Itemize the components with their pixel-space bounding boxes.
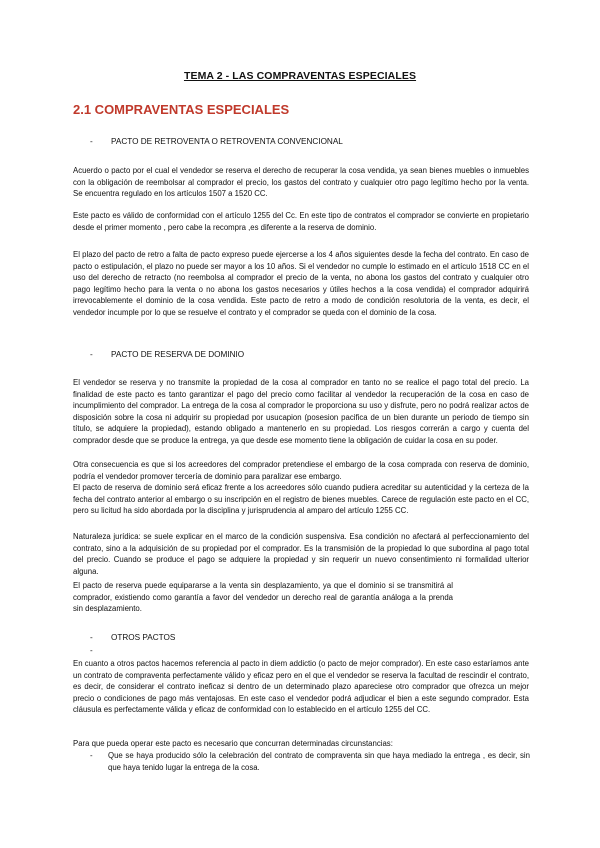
retroventa-heading-text: PACTO DE RETROVENTA O RETROVENTA CONVENCIONAL xyxy=(111,137,343,146)
reserva-heading-text: PACTO DE RESERVA DE DOMINIO xyxy=(111,350,245,359)
bullet-dash: - xyxy=(90,646,93,655)
bullet-dash: - xyxy=(90,350,93,359)
retroventa-paragraph-2: Este pacto es válido de conformidad con el artículo 1255 del Cc. En este tipo de contratos el comprador se convierte en propietario desde el primer momento , pero cabe la recompra ,es diferente a la reserva de dominio. xyxy=(73,211,529,232)
bullet-dash: - xyxy=(90,633,93,642)
retroventa-paragraph-1: Acuerdo o pacto por el cual el vendedor se reserva el derecho de recuperar la cosa vendida, ya sean bienes muebles o inmuebles con la obligación de reembolsar al comprador el precio, los gastos del contrato y cualquier otro pago legítimo hecho por la venta. Se encuentra regulado en los artículos 1507 a 1520 CC. xyxy=(73,166,529,199)
reserva-paragraph-4: Naturaleza jurídica: se suele explicar en el marco de la condición suspensiva. Esa condición no afectará al perfeccionamiento del contrato, sino a la adquisición de su propiedad por el comprador. Es la transmisión de la propiedad lo que subordina al pago total del precio. Cuando se produce el pago se adquiere la propiedad y sin requerir un nuevo consentimiento ni formalidad ulterior alguna. xyxy=(73,532,529,576)
list-item-text: Que se haya producido sólo la celebración del contrato de compraventa sin que haya mediado la entrega , es decir, sin que haya tenido lugar la entrega de la cosa. xyxy=(108,751,530,772)
section-heading: 2.1 COMPRAVENTAS ESPECIALES xyxy=(73,102,290,117)
bullet-dash: - xyxy=(90,137,93,146)
reserva-paragraph-2: Otra consecuencia es que si los acreedores del comprador pretendiese el embargo de la cosa comprada con reserva de dominio, podría el vendedor promover tercería de dominio para paralizar ese embargo. xyxy=(73,460,529,481)
document-title: TEMA 2 - LAS COMPRAVENTAS ESPECIALES xyxy=(183,70,417,82)
reserva-paragraph-5: El pacto de reserva puede equipararse a la venta sin desplazamiento, ya que el dominio si se transmitirá al comprador, existiendo como garantía a favor del vendedor un derecho real de garantía análoga a la prenda sin desplazamiento. xyxy=(73,581,453,614)
bullet-dash: - xyxy=(90,751,93,760)
otros-paragraph-1: En cuanto a otros pactos hacemos referencia al pacto in diem addictio (o pacto de mejor comprador). En este caso estaríamos ante un contrato de compraventa perfectamente válido y eficaz pero en el que el vendedor se reserva la facultad de rescindir el contrato, es decir, de considerar el contrato ineficaz si dentro de un determinado plazo apareciese otro comprador que ofrezca un mejor precio o condiciones de pago más ventajosas. En este caso el vendedor podrá adjudicar el bien a este segundo comprador. Esta cláusula es perfectamente válida y eficaz de conformidad con lo establecido en el artículo 1255 del CC. xyxy=(73,659,529,715)
retroventa-paragraph-3: El plazo del pacto de retro a falta de pacto expreso puede ejercerse a los 4 años siguientes desde la fecha del contrato. En caso de pacto o estipulación, el plazo no puede ser mayor a los 10 años. Si el vendedor no cumple lo estimado en el artículo 1518 CC en el uso del derecho de retracto (no reembolsa al comprador el precio de la venta, no abona los gastos del contrato y cualquier otro pago legítimo hecho para la venta o no abona los gastos necesarios y útiles hechos a la cosa vendida) el comprador adquirirá irrevocablemente el dominio de la cosa vendida. Este pacto de retro a modo de condición resolutoria de la venta, es decir, el vendedor incumple por lo que se resuelve el contrato y el comprador se queda con el dominio de la cosa. xyxy=(73,250,529,317)
list-item xyxy=(90,750,530,773)
reserva-paragraph-1: El vendedor se reserva y no transmite la propiedad de la cosa al comprador en tanto no se realice el pago total del precio. La finalidad de este pacto es tanto garantizar el pago del precio como facilitar al vendedor la recuperación de la cosa en caso de incumplimiento del comprador. La entrega de la cosa al comprador le proporciona su uso y disfrute, pero no podrá realizar actos de disposición sobre la cosa ni adquirir su propiedad por usucapion (posesion pacifica de un bien durante un periodo de tiempo sin título, se adquiere la propiedad), estando obligado a mantenerlo en su propiedad. Los riesgos correrán a cargo y cuenta del comprador desde que se produce la entrega, ya que desde ese momento tiene la obligación de cuidar la cosa en su poder. xyxy=(73,378,529,445)
otros-paragraph-2: Para que pueda operar este pacto es necesario que concurran determinadas circunstancias: xyxy=(73,739,393,748)
otros-heading-text: OTROS PACTOS xyxy=(111,633,176,642)
reserva-paragraph-3: El pacto de reserva de dominio será eficaz frente a los acreedores sólo cuando pudiera acreditar su autenticidad y la certeza de la fecha del contrato anterior al embargo o su inscripción en el registro de bienes muebles. Carece de regulación este pacto en el CC, pero su licitud ha sido abordada por la disciplina y jurisprudencia al amparo del artículo 1255 CC. xyxy=(73,483,529,516)
